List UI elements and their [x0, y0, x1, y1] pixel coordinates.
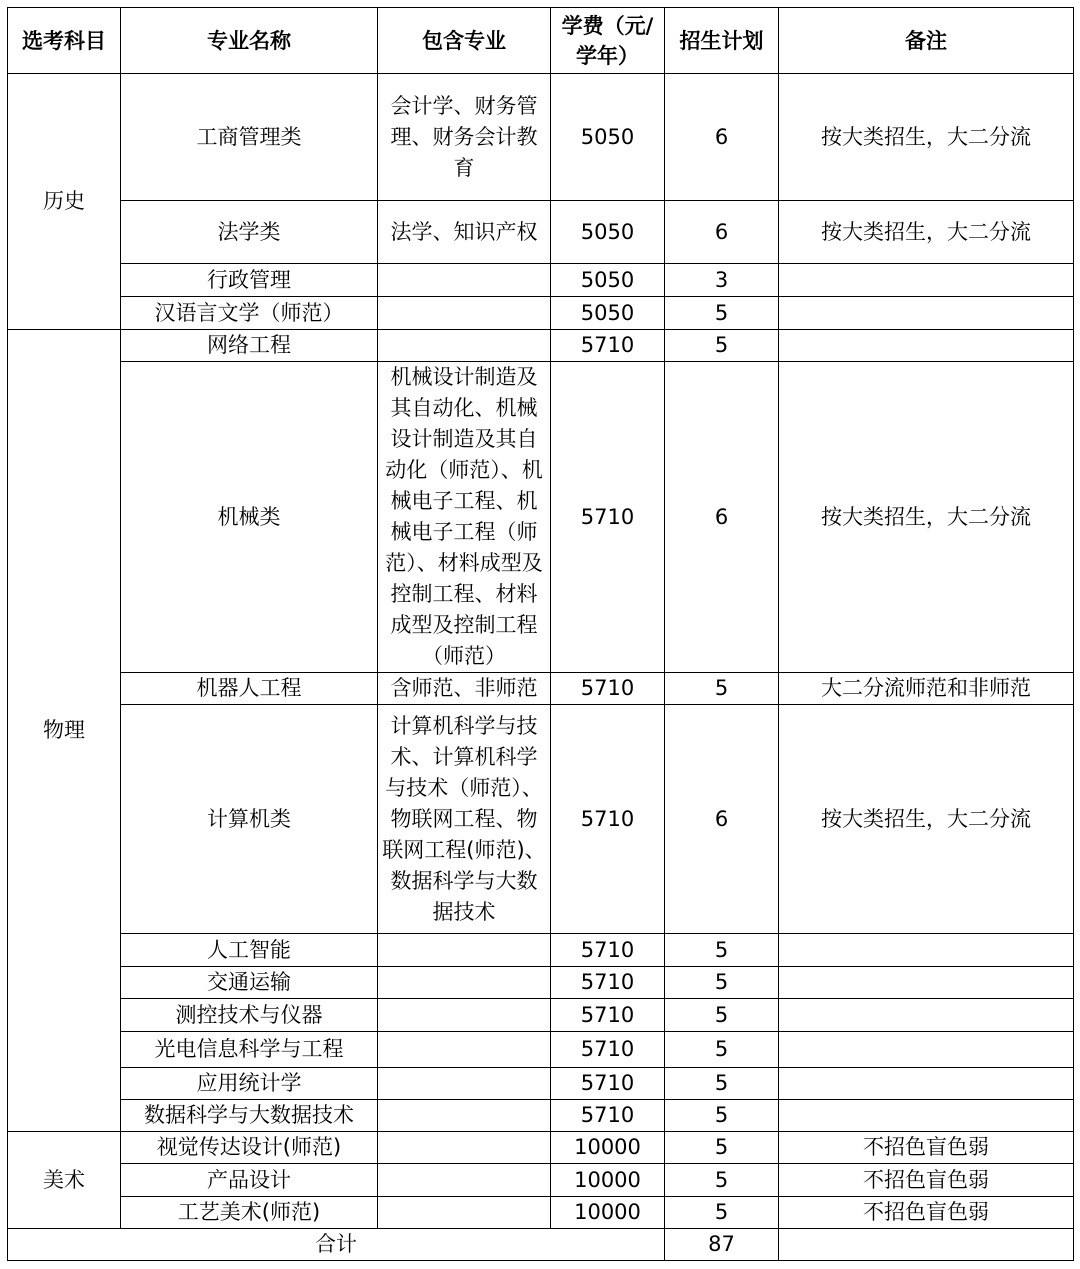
included-majors-cell [378, 297, 551, 330]
included-majors-cell [378, 934, 551, 967]
header-notes: 备注 [779, 8, 1074, 74]
table-row [8, 999, 1074, 1032]
plan-cell: 6 [665, 362, 779, 673]
included-majors-cell [378, 967, 551, 999]
page [7, 7, 1073, 1262]
plan-cell: 5 [665, 673, 779, 705]
major-name-cell: 法学类 [121, 201, 378, 264]
included-majors-cell: 会计学、财务管理、财务会计教育 [378, 74, 551, 201]
plan-cell: 5 [665, 1197, 779, 1229]
note-cell [779, 1068, 1074, 1100]
note-cell: 不招色盲色弱 [779, 1197, 1074, 1229]
note-cell [779, 1100, 1074, 1132]
note-cell [779, 264, 1074, 297]
tuition-cell: 5710 [551, 1068, 665, 1100]
tuition-cell: 5710 [551, 362, 665, 673]
note-cell [779, 1032, 1074, 1068]
note-cell [779, 330, 1074, 362]
major-name-cell: 测控技术与仪器 [121, 999, 378, 1032]
header-row [8, 8, 1074, 74]
note-cell: 按大类招生，大二分流 [779, 362, 1074, 673]
table-row [8, 330, 1074, 362]
table-row [8, 264, 1074, 297]
major-name-cell: 光电信息科学与工程 [121, 1032, 378, 1068]
tuition-cell: 5050 [551, 264, 665, 297]
included-majors-cell [378, 1197, 551, 1229]
table-row [8, 967, 1074, 999]
major-name-cell: 交通运输 [121, 967, 378, 999]
total-plan: 87 [665, 1229, 779, 1261]
included-majors-cell [378, 1068, 551, 1100]
table-row [8, 1100, 1074, 1132]
included-majors-cell [378, 1100, 551, 1132]
note-cell: 大二分流师范和非师范 [779, 673, 1074, 705]
table-row [8, 705, 1074, 934]
major-name-cell: 产品设计 [121, 1164, 378, 1197]
included-majors-cell [378, 264, 551, 297]
tuition-cell: 5050 [551, 201, 665, 264]
included-majors-cell [378, 330, 551, 362]
plan-cell: 6 [665, 201, 779, 264]
tuition-cell: 10000 [551, 1132, 665, 1164]
table-row [8, 1032, 1074, 1068]
table-row [8, 297, 1074, 330]
tuition-cell: 5710 [551, 934, 665, 967]
tuition-cell: 5710 [551, 705, 665, 934]
plan-cell: 5 [665, 297, 779, 330]
tuition-cell: 5050 [551, 74, 665, 201]
included-majors-cell [378, 1132, 551, 1164]
tuition-cell: 5710 [551, 330, 665, 362]
included-majors-cell: 含师范、非师范 [378, 673, 551, 705]
plan-cell: 5 [665, 1068, 779, 1100]
note-cell: 不招色盲色弱 [779, 1132, 1074, 1164]
header-enrollment-plan: 招生计划 [665, 8, 779, 74]
table-row [8, 673, 1074, 705]
total-row [8, 1229, 1074, 1261]
admissions-table [7, 7, 1074, 1261]
table-row [8, 1132, 1074, 1164]
tuition-cell: 5710 [551, 1032, 665, 1068]
included-majors-cell: 计算机科学与技术、计算机科学与技术（师范）、物联网工程、物联网工程(师范)、数据科学与大数据技术 [378, 705, 551, 934]
included-majors-cell [378, 999, 551, 1032]
plan-cell: 5 [665, 967, 779, 999]
note-cell [779, 999, 1074, 1032]
subject-cell: 物理 [8, 330, 121, 1132]
major-name-cell: 视觉传达设计(师范) [121, 1132, 378, 1164]
major-name-cell: 计算机类 [121, 705, 378, 934]
plan-cell: 5 [665, 330, 779, 362]
included-majors-cell: 机械设计制造及其自动化、机械设计制造及其自动化（师范）、机械电子工程、机械电子工程（师范）、材料成型及控制工程、材料成型及控制工程（师范） [378, 362, 551, 673]
note-cell: 按大类招生，大二分流 [779, 201, 1074, 264]
major-name-cell: 汉语言文学（师范） [121, 297, 378, 330]
major-name-cell: 行政管理 [121, 264, 378, 297]
table-row [8, 1164, 1074, 1197]
major-name-cell: 机械类 [121, 362, 378, 673]
tuition-cell: 5050 [551, 297, 665, 330]
plan-cell: 5 [665, 1032, 779, 1068]
note-cell [779, 967, 1074, 999]
note-cell [779, 297, 1074, 330]
plan-cell: 3 [665, 264, 779, 297]
header-major-name: 专业名称 [121, 8, 378, 74]
tuition-cell: 5710 [551, 673, 665, 705]
major-name-cell: 网络工程 [121, 330, 378, 362]
note-cell: 不招色盲色弱 [779, 1164, 1074, 1197]
tuition-cell: 5710 [551, 1100, 665, 1132]
table-row [8, 1068, 1074, 1100]
tuition-cell: 10000 [551, 1164, 665, 1197]
plan-cell: 6 [665, 74, 779, 201]
subject-cell: 历史 [8, 74, 121, 330]
major-name-cell: 应用统计学 [121, 1068, 378, 1100]
plan-cell: 5 [665, 1100, 779, 1132]
table-row [8, 934, 1074, 967]
tuition-cell: 5710 [551, 967, 665, 999]
table-row [8, 201, 1074, 264]
header-tuition: 学费（元/学年） [551, 8, 665, 74]
plan-cell: 5 [665, 1132, 779, 1164]
table-row [8, 362, 1074, 673]
major-name-cell: 工商管理类 [121, 74, 378, 201]
major-name-cell: 人工智能 [121, 934, 378, 967]
header-subject: 选考科目 [8, 8, 121, 74]
note-cell [779, 934, 1074, 967]
note-cell: 按大类招生，大二分流 [779, 74, 1074, 201]
total-note [779, 1229, 1074, 1261]
major-name-cell: 机器人工程 [121, 673, 378, 705]
major-name-cell: 工艺美术(师范) [121, 1197, 378, 1229]
header-included-majors: 包含专业 [378, 8, 551, 74]
included-majors-cell [378, 1164, 551, 1197]
major-name-cell: 数据科学与大数据技术 [121, 1100, 378, 1132]
note-cell: 按大类招生，大二分流 [779, 705, 1074, 934]
tuition-cell: 5710 [551, 999, 665, 1032]
included-majors-cell: 法学、知识产权 [378, 201, 551, 264]
included-majors-cell [378, 1032, 551, 1068]
subject-cell: 美术 [8, 1132, 121, 1229]
plan-cell: 6 [665, 705, 779, 934]
plan-cell: 5 [665, 934, 779, 967]
tuition-cell: 10000 [551, 1197, 665, 1229]
plan-cell: 5 [665, 1164, 779, 1197]
total-label: 合计 [8, 1229, 665, 1261]
table-row [8, 1197, 1074, 1229]
plan-cell: 5 [665, 999, 779, 1032]
table-row [8, 74, 1074, 201]
